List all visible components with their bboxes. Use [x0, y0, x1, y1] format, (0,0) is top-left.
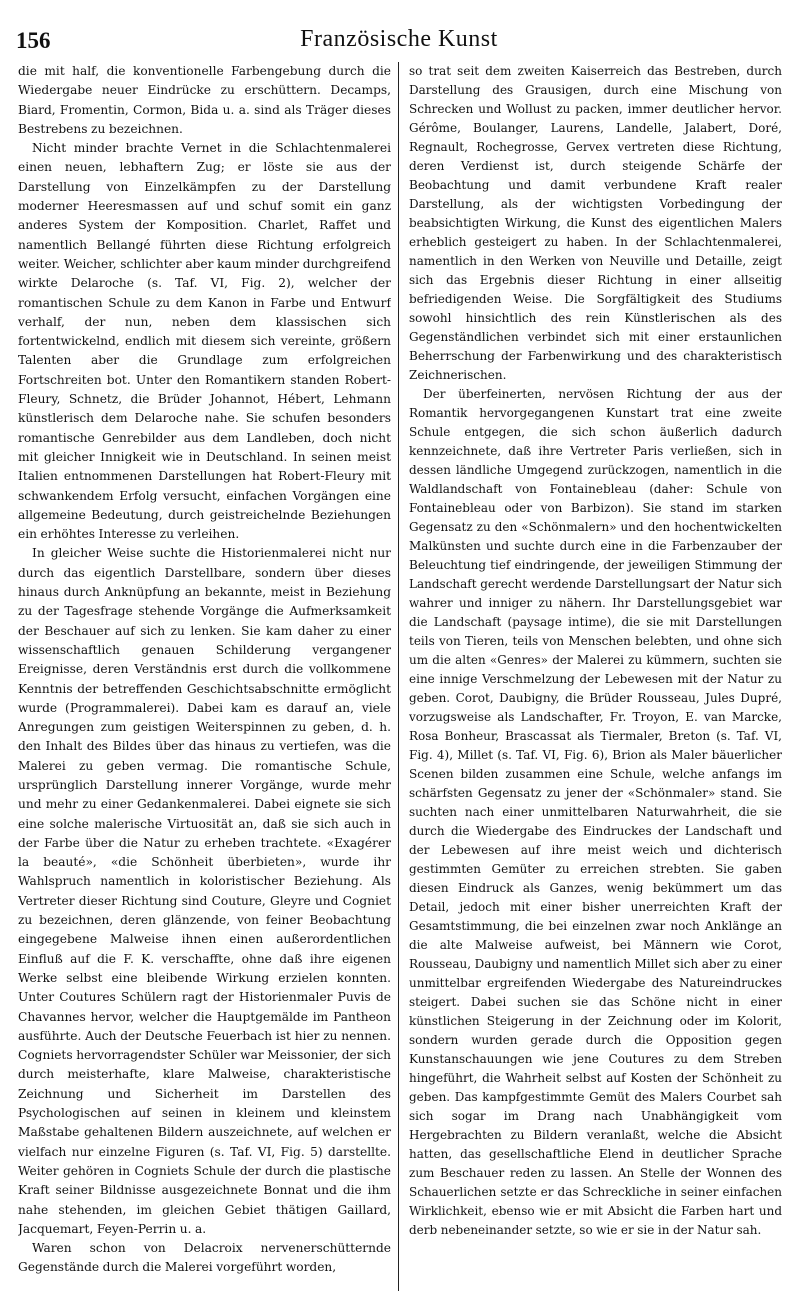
right-column	[398, 62, 782, 1291]
page-header	[16, 22, 782, 62]
paragraph: Der überfeinerten, nervösen Richtung der aus der Romantik hervorgegangenen Kunstart trat eine zweite Schule entgegen, die sich schon äußerlich dadurch kennzeichnete, daß ihre Vertreter Paris verließen, sich in dessen ländliche Umgegend zurückzogen, namentlich in die Waldlandschaft von Fontainebleau (daher: Schule von Fontainebleau oder von Barbizon). Sie stand im starken Gegensatz zu den «Schönmalern» und den hochentwickelten Malkünsten und suchte durch eine in die Farbenzauber der Beleuchtung tief eindringende, der jeweiligen Stimmung der Landschaft gerecht werdende Darstellungsart der Natur sich wahrer und inniger zu nähern. Ihr Darstellungsgebiet war die Landschaft (paysage intime), die sie mit Darstellungen teils von Tieren, teils von Menschen belebten, und ohne sich um die alten «Genres» der Malerei zu kümmern, suchten sie eine innige Verschmelzung der Lebewesen mit der Natur zu geben. Corot, Daubigny, die Brüder Rousseau, Jules Dupré, vorzugsweise als Landschafter, Fr. Troyon, E. van Marcke, Rosa Bonheur, Brascassat als Tiermaler, Breton (s. Taf. VI, Fig. 4), Millet (s. Taf. VI, Fig. 6), Brion als Maler bäuerlicher Scenen bilden zusammen eine Schule, welche anfangs im schärfsten Gegensatz zu jener der «Schönmaler» stand. Sie suchten nach einer unmittelbaren Naturwahrheit, die sie durch die Wiedergabe des Eindruckes der Landschaft und der Lebewesen auf ihre meist weich und dichterisch gestimmten Gemüter zu erreichen strebten. Sie gaben diesen Eindruck als Ganzes, wenig bekümmert um das Detail, jedoch mit einer bisher unerreichten Kraft der Gesamtstimmung, die bei einzelnen zwar noch Anklänge an die alte Malweise aufweist, bei Männern wie Corot, Rousseau, Daubigny und namentlich Millet sich aber zu einer unmittelbar ergreifenden Wiedergabe des Natureindruckes steigert. Dabei suchen sie das Schöne nicht in einer künstlichen Steigerung in der Zeichnung oder im Kolorit, sondern wurden gerade durch die Opposition gegen Kunstanschauungen wie jene Coutures zu dem Streben hingeführt, die Wahrheit selbst auf Kosten der Schönheit zu geben. Das kampfgestimmte Gemüt des Malers Courbet sah sich sogar im Drang nach Unabhängigkeit vom Hergebrachten zu Bildern veranlaßt, welche die Absicht hatten, das gesellschaftliche Elend in deutlicher Sprache zum Beschauer reden zu lassen. An Stelle der Wonnen des Schauerlichen setzte er das Schreckliche in seiner einfachen Wirklichkeit, ebenso wie er mit Absicht die Farben hart und derb nebeneinander setzte, so wie er sie in der Natur sah.	[409, 387, 782, 1237]
paragraph: die mit half, die konventionelle Farbengebung durch die Wiedergabe neuer Eindrücke zu erschüttern. Decamps, Biard, Fromentin, Cormon, Bida u. a. sind als Träger dieses Bestrebens zu bezeichnen.	[18, 64, 391, 136]
page-number: 156	[16, 28, 51, 53]
text-columns	[18, 62, 782, 1291]
running-title: Französische Kunst	[300, 26, 498, 52]
paragraph: In gleicher Weise suchte die Historienmalerei nicht nur durch das eigentlich Darstellbare, sondern über dieses hinaus durch Anknüpfung an bekannte, meist in Beziehung zu der Tagesfrage stehende Vorgänge die Aufmerksamkeit der Beschauer auf sich zu lenken. Sie kam daher zu einer wissenschaftlich genauen Schilderung vergangener Ereignisse, deren Verständnis erst durch die vollkommene Kenntnis der betreffenden Geschichtsabschnitte ermöglicht wurde (Programmalerei). Dabei kam es darauf an, viele Anregungen zum geistigen Weiterspinnen zu geben, d. h. den Inhalt des Bildes über das hinaus zu vertiefen, was die Malerei zu geben vermag. Die romantische Schule, ursprünglich Darstellung innerer Vorgänge, wurde mehr und mehr zu einer Gedankenmalerei. Dabei eignete sie sich eine solche malerische Virtuosität an, daß sie sich auch in der Farbe über die Natur zu erheben trachtete. «Exagérer la beauté», «die Schönheit überbieten», wurde ihr Wahlspruch namentlich in koloristischer Beziehung. Als Vertreter dieser Richtung sind Couture, Gleyre und Cogniet zu bezeichnen, deren glänzende, von feiner Beobachtung eingegebene Malweise ihnen einen außerordentlichen Einfluß auf die F. K. verschaffte, ohne daß ihre eigenen Werke selbst eine bleibende Wirkung erzielen konnten. Unter Coutures Schülern ragt der Historienmaler Puvis de Chavannes hervor, welcher die Hauptgemälde im Pantheon ausführte. Auch der Deutsche Feuerbach ist hier zu nennen. Cogniets hervorragendster Schüler war Meissonier, der sich durch meisterhafte, klare Malweise, charakteristische Zeichnung und Sicherheit im Darstellen des Psychologischen auf seinen in kleinem und kleinstem Maßstabe gehaltenen Bildern auszeichnete, auf welchen er vielfach nur einzelne Figuren (s. Taf. VI, Fig. 5) darstellte. Weiter gehören in Cogniets Schule der durch die plastische Kraft seiner Bildnisse ausgezeichnete Bonnat und die ihm nahe stehenden, im gleichen Gebiet thätigen Gaillard, Jacquemart, Feyen-Perrin u. a.	[18, 546, 391, 1236]
paragraph: Nicht minder brachte Vernet in die Schlachtenmalerei einen neuen, lebhaftern Zug; er löste sie aus der Darstellung von Einzelkämpfen zu der Darstellung moderner Heeresmassen auf und schuf somit ein ganz anderes System der Komposition. Charlet, Raffet und namentlich Bellangé führten diese Richtung erfolgreich weiter. Weicher, schlichter aber kaum minder durchgreifend wirkte Delaroche (s. Taf. VI, Fig. 2), welcher der romantischen Schule zu dem Kanon in Farbe und Entwurf verhalf, der nun, neben dem klassischen sich fortentwickelnd, endlich mit diesem sich vereinte, größern Talenten aber die Grundlage zum erfolgreichen Fortschreiten bot. Unter den Romantikern standen Robert-Fleury, Schnetz, die Brüder Johannot, Hébert, Lehmann künstlerisch dem Delaroche nahe. Sie schufen besonders romantische Genrebilder aus dem Landleben, doch nicht mit gleicher Innigkeit wie in Deutschland. In seinen meist Italien entnommenen Darstellungen hat Robert-Fleury mit schwankendem Erfolg versucht, einfachen Vorgängen eine allgemeine Bedeutung, durch geistreichelnde Beziehungen ein erhöhtes Interesse zu verleihen.	[18, 141, 391, 542]
paragraph: Waren schon von Delacroix nervenerschütternde Gegenstände durch die Malerei vorgeführt worden,	[18, 1241, 391, 1275]
paragraph: so trat seit dem zweiten Kaiserreich das Bestreben, durch Darstellung des Grausigen, durch eine Mischung von Schrecken und Wollust zu packen, immer deutlicher hervor. Gérôme, Boulanger, Laurens, Landelle, Jalabert, Doré, Regnault, Rochegrosse, Gervex vertreten diese Richtung, deren Verdienst ist, durch steigende Schärfe der Beobachtung und damit verbundene Kraft realer Darstellung, als der wichtigsten Vorbedingung der beabsichtigten Wirkung, die Kunst des eigentlichen Malers erheblich gesteigert zu haben. In der Schlachtenmalerei, namentlich in den Werken von Neuville und Detaille, zeigt sich das Ergebnis dieser Richtung in einer allseitig befriedigenden Weise. Die Sorgfältigkeit des Studiums sowohl hinsichtlich des rein Künstlerischen als des Gegenständlichen verbindet sich mit einer erstaunlichen Beherrschung der Farbenwirkung und des charakteristisch Zeichnerischen.	[409, 64, 782, 382]
left-column	[18, 62, 391, 1291]
